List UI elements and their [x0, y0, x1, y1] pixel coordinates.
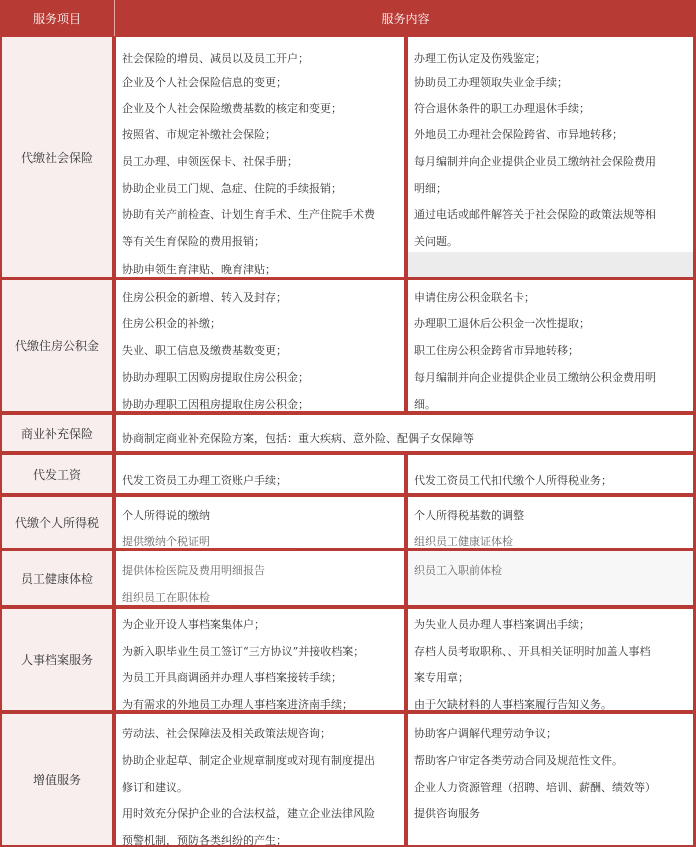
content-line-right: 办理工伤认定及伤残鉴定；	[414, 52, 546, 65]
content-line-left: 按照省、市规定补缴社会保险；	[122, 128, 276, 141]
content-line-right: 申请住房公积金联名卡；	[414, 291, 535, 304]
content-line-right: 每月编制并向企业提供企业员工缴纳社会保险费用	[414, 155, 656, 168]
content-line-right: 个人所得税基数的调整	[414, 509, 524, 522]
content-line-right: 办理职工退休后公积金一次性提取；	[414, 317, 590, 330]
content-line-right: 存档人员考取职称、、开具相关证明时加盖人事档	[414, 645, 651, 658]
service-item-label: 增值服务	[2, 714, 112, 845]
content-line-right: 协助员工办理领取失业金手续；	[414, 76, 568, 89]
panel-gap	[408, 252, 693, 277]
content-line-right: 明细；	[414, 182, 447, 195]
row-divider	[116, 277, 404, 278]
content-line-right: 案专用章；	[414, 671, 469, 684]
header-service-item: 服务项目	[0, 0, 115, 36]
service-item-label: 人事档案服务	[2, 609, 112, 710]
content-line-left: 为新入职毕业生员工签订“三方协议”并接收档案；	[122, 645, 365, 658]
content-line-right: 织员工入职前体检	[414, 564, 502, 577]
content-line-right: 由于欠缺材料的人事档案履行告知义务。	[414, 698, 612, 711]
content-line-left: 企业及个人社会保险信息的变更；	[122, 76, 287, 89]
content-line-left: 组织员工在职体检	[122, 591, 210, 604]
content-line-right: 职工住房公积金跨省市异地转移；	[414, 344, 579, 357]
content-line-right: 关问题。	[414, 235, 458, 248]
content-line-left: 劳动法、社会保障法及相关政策法规咨询；	[122, 727, 331, 740]
content-line-left: 为企业开设人事档案集体户；	[122, 618, 265, 631]
header-service-content: 服务内容	[381, 11, 430, 26]
content-line-left: 住房公积金的新增、转入及封存；	[122, 291, 287, 304]
service-content-right-panel	[408, 551, 693, 605]
content-line-left: 等有关生育保险的费用报销；	[122, 235, 265, 248]
content-line-left: 为有需求的外地员工办理人事档案进济南手续；	[122, 698, 353, 711]
content-line-right: 为失业人员办理人事档案调出手续；	[414, 618, 590, 631]
content-line-left: 提供缴纳个税证明	[122, 535, 210, 548]
content-line-left: 协助申领生育津贴、晚育津贴；	[122, 263, 276, 276]
content-line-right: 组织员工健康证体检	[414, 535, 513, 548]
row-divider	[116, 411, 404, 412]
service-item-label: 代发工资	[2, 455, 112, 493]
content-line-left: 住房公积金的补缴；	[122, 317, 221, 330]
content-line-left: 个人所得说的缴纳	[122, 509, 210, 522]
service-item-label: 员工健康体检	[2, 551, 112, 605]
content-line-right: 帮助客户审定各类劳动合同及规范性文件。	[414, 754, 623, 767]
row-divider	[116, 711, 404, 712]
content-line-left: 员工办理、申领医保卡、社保手册；	[122, 155, 298, 168]
content-line-left: 企业及个人社会保险缴费基数的核定和变更；	[122, 102, 342, 115]
content-line: 协商制定商业补充保险方案，包括：重大疾病、意外险、配偶子女保障等	[122, 432, 474, 445]
content-line-right: 符合退休条件的职工办理退休手续；	[414, 102, 590, 115]
content-line-right: 细。	[414, 398, 436, 411]
row-divider	[116, 494, 404, 495]
content-line-left: 用时效充分保护企业的合法权益，建立企业法律风险	[122, 807, 375, 820]
content-line-left: 协助有关产前检查、计划生育手术、生产住院手术费	[122, 208, 375, 221]
service-item-label: 代缴个人所得税	[2, 497, 112, 548]
content-line-right: 每月编制并向企业提供企业员工缴纳公积金费用明	[414, 371, 656, 384]
service-item-label: 代缴住房公积金	[2, 280, 112, 411]
service-item-label: 代缴社会保险	[2, 37, 112, 277]
content-line-right: 企业人力资源管理（招聘、培训、薪酬、绩效等）	[414, 781, 656, 794]
content-line-left: 协助办理职工因租房提取住房公积金；	[122, 398, 309, 411]
content-line-right: 代发工资员工代扣代缴个人所得税业务；	[414, 474, 612, 487]
row-divider	[116, 452, 404, 453]
content-line-left: 为员工开具商调函并办理人事档案接转手续；	[122, 671, 342, 684]
content-line-right: 外地员工办理社会保险跨省、市异地转移；	[414, 128, 623, 141]
content-line-left: 代发工资员工办理工资账户手续；	[122, 474, 287, 487]
content-line-right: 通过电话或邮件解答关于社会保险的政策法规等相	[414, 208, 656, 221]
content-line-right: 提供咨询服务	[414, 807, 480, 820]
content-line-left: 修订和建议。	[122, 781, 188, 794]
content-line-left: 协助企业起草、制定企业规章制度或对现有制度提出	[122, 754, 375, 767]
row-divider	[116, 606, 236, 607]
content-line-left: 提供体检医院及费用明细报告	[122, 564, 265, 577]
content-line-left: 预警机制，预防各类纠纷的产生；	[122, 834, 287, 847]
content-line-left: 协助企业员工门规、急症、住院的手续报销；	[122, 182, 342, 195]
content-line-left: 社会保险的增员、减员以及员工开户；	[122, 52, 309, 65]
service-item-label: 商业补充保险	[2, 415, 112, 451]
content-line-left: 失业、职工信息及缴费基数变更；	[122, 344, 287, 357]
content-line-right: 协助客户调解代理劳动争议；	[414, 727, 557, 740]
content-line-left: 协助办理职工因购房提取住房公积金；	[122, 371, 309, 384]
row-divider	[116, 549, 296, 550]
